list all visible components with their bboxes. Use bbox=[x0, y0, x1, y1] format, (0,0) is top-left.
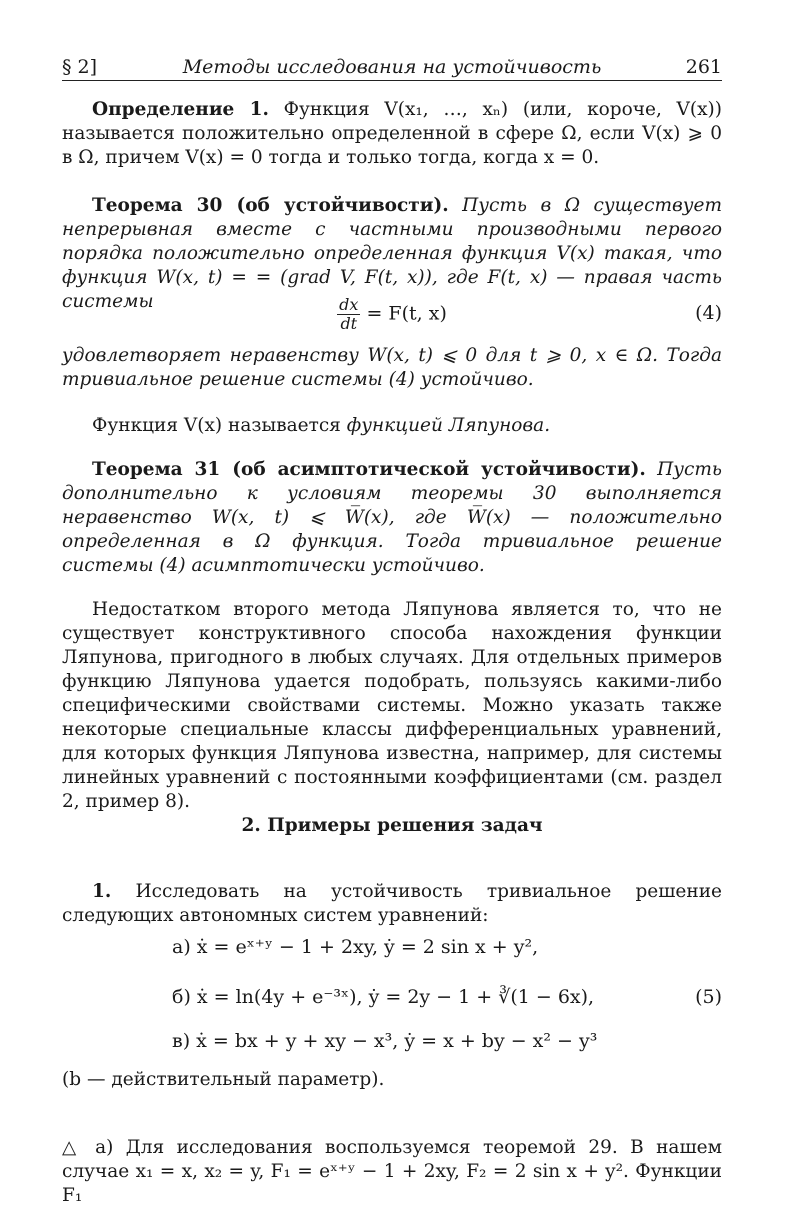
equation-body bbox=[62, 296, 722, 333]
fraction-numerator: dx bbox=[339, 295, 359, 314]
fraction-denominator: dt bbox=[340, 314, 358, 333]
equation-number: (4) bbox=[695, 302, 722, 324]
equation-rhs: = F(t, x) bbox=[366, 302, 447, 325]
system-a: а) ẋ = eˣ⁺ʸ − 1 + 2xy, ẏ = 2 sin x + y², bbox=[172, 936, 539, 958]
lyapunov-note-term: функцией Ляпунова. bbox=[346, 415, 551, 436]
page-number: 261 bbox=[685, 56, 722, 78]
parameter-note: (b — действительный параметр). bbox=[62, 1069, 385, 1090]
system-b: б) ẋ = ln(4y + e⁻³ˣ), ẏ = 2y − 1 + ∛(1 − 6x), bbox=[172, 986, 595, 1008]
theorem-30-label: Теорема 30 (об устойчивости). bbox=[92, 195, 449, 216]
theorem-30-conclusion: удовлетворяет неравенству W(x, t) ⩽ 0 для t ⩾ 0, x ∈ Ω. Тогда тривиальное решение системы (4) устойчиво. bbox=[62, 345, 722, 390]
problem-text: Исследовать на устойчивость тривиальное решение следующих автономных систем уравнений: bbox=[62, 881, 722, 926]
theorem-31-label: Теорема 31 (об асимптотической устойчивости). bbox=[92, 459, 646, 480]
definition-label: Определение 1. bbox=[92, 99, 269, 120]
running-title: Методы исследования на устойчивость bbox=[182, 56, 602, 78]
theorem-31 bbox=[62, 458, 722, 578]
system-c: в) ẋ = bx + y + xy − x³, ẏ = x + by − x² − y³ bbox=[172, 1030, 598, 1052]
solution-marker: △ bbox=[62, 1137, 83, 1158]
paragraph-method-drawback: Недостатком второго метода Ляпунова является то, что не существует конструктивного способа нахождения функции Ляпунова, пригодного в любых случаях. Для отдельных примеров функцию Ляпунова удается подобрать, пользуясь какими-либо специфическими свойствами системы. Можно указать также некоторые специальные классы дифференциальных уравнений, для которых функция Ляпунова известна, например, для системы линейных уравнений с постоянными коэффициентами (см. раздел 2, пример 8). bbox=[62, 599, 722, 812]
definition-1 bbox=[62, 98, 722, 170]
derivative-fraction bbox=[337, 296, 360, 333]
problem-1-statement bbox=[62, 880, 722, 928]
running-head bbox=[62, 52, 722, 81]
theorem-30-text: Пусть в Ω существует непрерывная вместе с частными производными первого порядка положительно определенная функция V(x) такая, что функция W(x, t) = = (grad V, F(t, x)), где F(t, x) — правая часть системы bbox=[62, 195, 722, 312]
lyapunov-function-note bbox=[62, 414, 722, 438]
equation-4 bbox=[62, 296, 722, 332]
solution-text: а) Для исследования воспользуемся теоремой 29. В нашем случае x₁ = x, x₂ = y, F₁ = eˣ⁺ʸ − 1 + 2xy, F₂ = 2 sin x + y². Функции F₁ bbox=[62, 1137, 722, 1206]
section-marker: § 2] bbox=[62, 56, 98, 78]
theorem-31-text: Пусть дополнительно к условиям теоремы 30 выполняется неравенство W(x, t) ⩽ W̅(x), где W̅(x) — положительно определенная в Ω функция. Тогда тривиальное решение системы (4) асимптотически устойчиво. bbox=[62, 459, 722, 576]
problem-number: 1. bbox=[92, 881, 112, 902]
section-heading: 2. Примеры решения задач bbox=[241, 815, 543, 836]
lyapunov-note-prefix: Функция V(x) называется bbox=[92, 415, 347, 436]
solution-start bbox=[62, 1136, 722, 1208]
definition-text: Функция V(x₁, …, xₙ) (или, короче, V(x)) называется положительно определенной в сфере Ω, если V(x) ⩾ 0 в Ω, причем V(x) = 0 тогда и только тогда, когда x = 0. bbox=[62, 99, 722, 168]
system-number: (5) bbox=[695, 986, 722, 1008]
